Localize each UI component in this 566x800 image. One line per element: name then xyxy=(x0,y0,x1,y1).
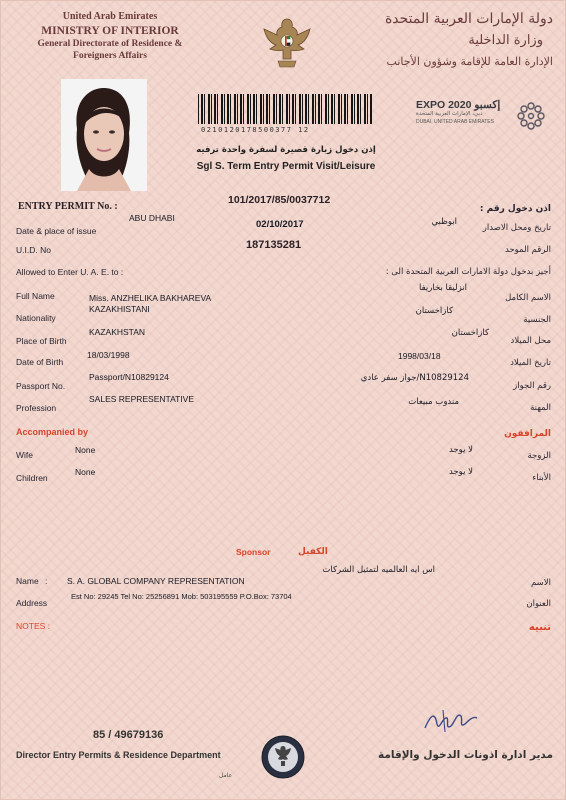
birth-place-label: Place of Birth xyxy=(16,336,67,346)
accompanied-label-ar: المرافقون xyxy=(504,429,551,439)
children-value-ar: لا يوجد xyxy=(448,467,473,477)
full-name-label: Full Name xyxy=(16,291,55,301)
signature-icon xyxy=(421,706,481,736)
wife-label-ar: الزوجة xyxy=(527,451,551,461)
accompanied-label: Accompanied by xyxy=(16,427,89,437)
sponsor-label: Sponsor xyxy=(236,547,271,557)
director-ar: مدير ادارة اذونات الدخول والإقامة xyxy=(378,749,553,761)
full-name-label-ar: الاسم الكامل xyxy=(505,293,551,303)
children-label: Children xyxy=(16,473,48,483)
nationality-label: Nationality xyxy=(16,313,56,323)
children-value: None xyxy=(75,467,96,477)
issue-date-value: 02/10/2017 xyxy=(256,219,304,230)
footer-small-ar: عامل xyxy=(219,772,233,779)
birth-place-value-ar: كازاخستان xyxy=(451,328,489,338)
allowed-label-ar: أجيز بدخول دولة الامارات العربية المتحدة الى : xyxy=(385,267,551,277)
wife-value-ar: لا يوجد xyxy=(448,445,473,455)
passport-label-ar: رقم الجواز xyxy=(513,381,551,391)
entry-permit-label: ENTRY PERMIT No. : xyxy=(18,201,118,212)
expo-sub-ar: دبي، الإمارات العربية المتحدة xyxy=(416,111,483,117)
passport-value-ar: N10829124/جواز سفر عادي xyxy=(360,373,469,383)
permit-type-en: Sgl S. Term Entry Permit Visit/Leisure xyxy=(196,161,376,172)
wife-value: None xyxy=(75,445,96,455)
expo-title: EXPO 2020 إكسبو xyxy=(416,99,501,111)
birth-date-label-ar: تاريخ الميلاد xyxy=(510,358,551,368)
official-seal-icon xyxy=(260,734,306,780)
header-ar-line3: الإدارة العامة للإقامة وشؤون الأجانب xyxy=(386,55,553,68)
birth-date-value: 18/03/1998 xyxy=(87,350,130,360)
issue-label-ar: تاريخ ومحل الاصدار xyxy=(482,223,551,233)
birth-date-value-ar: 1998/03/18 xyxy=(398,351,441,361)
barcode-number: 0210120178500377 12 xyxy=(201,126,310,134)
header-en-line4: Foreigners Affairs xyxy=(73,51,147,61)
nationality-value-ar: كازاخستان xyxy=(415,306,453,316)
uid-label-ar: الرقم الموحد xyxy=(504,245,551,255)
profession-value-ar: مندوب مبيعات xyxy=(408,397,459,407)
uid-value: 187135281 xyxy=(246,239,302,251)
header-en-line3: General Directorate of Residence & xyxy=(37,39,183,49)
entry-permit-label-ar: اذن دخول رقم : xyxy=(479,204,551,214)
sponsor-name-value-ar: اس ايه العالميه لتمثيل الشركات xyxy=(322,565,435,575)
issue-place-value-ar: ابوظبي xyxy=(431,217,457,227)
sponsor-address-label: Address xyxy=(16,598,48,608)
birth-place-label-ar: محل الميلاد xyxy=(510,336,551,346)
sponsor-address-label-ar: العنوان xyxy=(526,599,551,609)
expo-logo-icon xyxy=(515,100,547,132)
notes-label-ar: تنبيه xyxy=(528,622,551,633)
notes-label: NOTES : xyxy=(16,621,51,631)
profession-label-ar: المهنة xyxy=(530,403,551,413)
header-en-line1: United Arab Emirates xyxy=(62,11,158,22)
issue-label: Date & place of issue xyxy=(16,226,97,236)
header-ar-line1: دولة الإمارات العربية المتحدة xyxy=(384,11,553,27)
birth-date-label: Date of Birth xyxy=(16,357,64,367)
sponsor-name-value: S. A. GLOBAL COMPANY REPRESENTATION xyxy=(67,576,245,586)
passport-label: Passport No. xyxy=(16,381,66,391)
passport-value: Passport/N10829124 xyxy=(89,372,169,382)
nationality-label-ar: الجنسية xyxy=(523,315,551,325)
entry-permit-value: 101/2017/85/0037712 xyxy=(228,194,331,206)
birth-place-value: KAZAKHSTAN xyxy=(89,327,146,337)
wife-label: Wife xyxy=(16,450,33,460)
footer-ref: 85 / 49679136 xyxy=(93,729,164,741)
sponsor-label-ar: الكفيل xyxy=(298,547,328,557)
director-en: Director Entry Permits & Residence Department xyxy=(16,750,221,760)
profession-value: SALES REPRESENTATIVE xyxy=(89,394,195,404)
profession-label: Profession xyxy=(16,403,57,413)
children-label-ar: الأبناء xyxy=(532,473,551,483)
nationality-value: KAZAKHISTANI xyxy=(89,304,150,314)
sponsor-name-label: Name xyxy=(16,576,39,586)
full-name-value-ar: انزليقا بخاريفا xyxy=(419,283,467,293)
uid-label: U.I.D. No xyxy=(16,245,51,255)
permit-type-ar: إذن دخول زيارة قصيرة لسفرة واحدة ترفيه xyxy=(196,145,376,155)
sponsor-address-value: Est No: 29245 Tel No: 25256891 Mob: 503195559 P.O.Box: 73704 xyxy=(71,592,292,601)
sponsor-name-label-ar: الاسم xyxy=(531,578,551,588)
header-ar-line2: وزارة الداخلية xyxy=(468,33,543,48)
header-en-line2: MINISTRY OF INTERIOR xyxy=(41,25,179,37)
uae-emblem-icon xyxy=(256,15,318,73)
barcode-icon xyxy=(198,94,373,124)
applicant-photo xyxy=(61,79,147,191)
full-name-value: Miss. ANZHELIKA BAKHAREVA xyxy=(89,293,212,303)
expo-sub-en: DUBAI, UNITED ARAB EMIRATES xyxy=(416,119,494,125)
allowed-label: Allowed to Enter U. A. E. to : xyxy=(16,267,124,277)
sponsor-name-colon: : xyxy=(45,576,48,586)
issue-place-value: ABU DHABI xyxy=(129,213,175,223)
